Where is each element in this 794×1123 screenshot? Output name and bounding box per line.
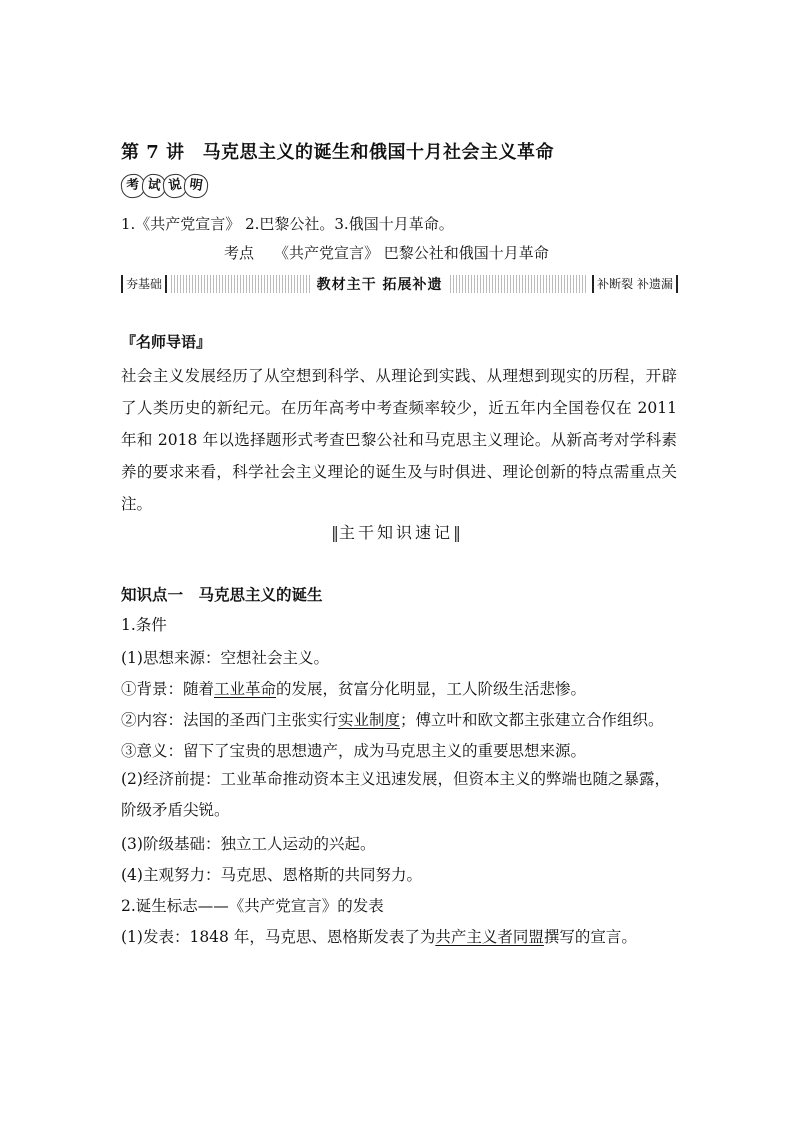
significance-item: ③意义：留下了宝贵的思想遗产，成为马克思主义的重要思想来源。 [121,742,587,760]
background-item: ①背景：随着工业革命的发展，贫富分化明显，工人阶级生活悲惨。 [121,680,587,698]
underlined-term: 实业制度 [338,711,401,729]
class-basis: (3)阶级基础：独立工人运动的兴起。 [121,835,376,853]
subjective-effort: (4)主观努力：马克思、恩格斯的共同努力。 [121,866,422,884]
lecture-heading: 马克思主义的诞生和俄国十月社会主义革命 [202,142,555,163]
guide-title: 『名师导语』 [121,333,212,351]
banner-right: 补断裂 补遗漏 [592,275,678,293]
exam-items: 1.《共产党宣言》 2.巴黎公社。3.俄国十月革命。 [121,215,454,233]
badge-char: 明 [182,172,209,199]
content-item: ②内容：法国的圣西门主张实行实业制度；傅立叶和欧文都主张建立合作组织。 [121,711,664,729]
knowledge-point-title: 知识点一 马克思主义的诞生 [121,585,323,604]
idea-source: (1)思想来源：空想社会主义。 [121,649,329,667]
guide-paragraph: 社会主义发展经历了从空想到科学、从理论到实践、从理想到现实的历程，开辟了人类历史的新纪元。在历年高考中考查频率较少，近五年内全国卷仅在 2011 年和 2018 年以选择题形式考查巴黎公社和马克思主义理论。从新高考对学科素养的要求来看，科学社会主义理论的诞生及与时俱进、理论创新的特点需重点关注。 [121,367,677,513]
exam-point-label: 考点 [224,244,255,262]
exam-notes-badge [121,173,205,199]
condition-heading: 1.条件 [121,616,167,634]
banner-center-text: 教材主干 拓展补遗 [311,274,449,294]
publication-item: (1)发表：1848 年，马克思、恩格斯发表了为共产主义者同盟撰写的宣言。 [121,928,637,946]
exam-point [224,242,549,263]
badge-char: 说 [161,172,188,199]
lecture-number: 第 7 讲 [121,142,185,163]
badge-char: 试 [140,172,167,199]
section-bar-left: ‖ [331,523,339,542]
section-title: 主干知识速记 [339,523,454,542]
badge-char: 考 [119,172,146,199]
economic-premise: (2)经济前提：工业革命推动资本主义迅速发展，但资本主义的弊端也随之暴露，阶级矛盾尖锐。 [121,770,670,819]
underlined-term: 共产主义者同盟 [435,928,544,946]
exam-point-text: 《共产党宣言》 巴黎公社和俄国十月革命 [274,244,549,262]
section-banner [121,273,678,295]
banner-left: 夯基础 [121,275,167,293]
lecture-title [121,138,554,164]
section-heading [331,520,461,543]
section-bar-right: ‖ [453,523,462,542]
underlined-term: 工业革命 [214,680,277,698]
birth-mark-heading: 2.诞生标志——《共产党宣言》的发表 [121,897,384,915]
banner-middle [171,275,588,293]
